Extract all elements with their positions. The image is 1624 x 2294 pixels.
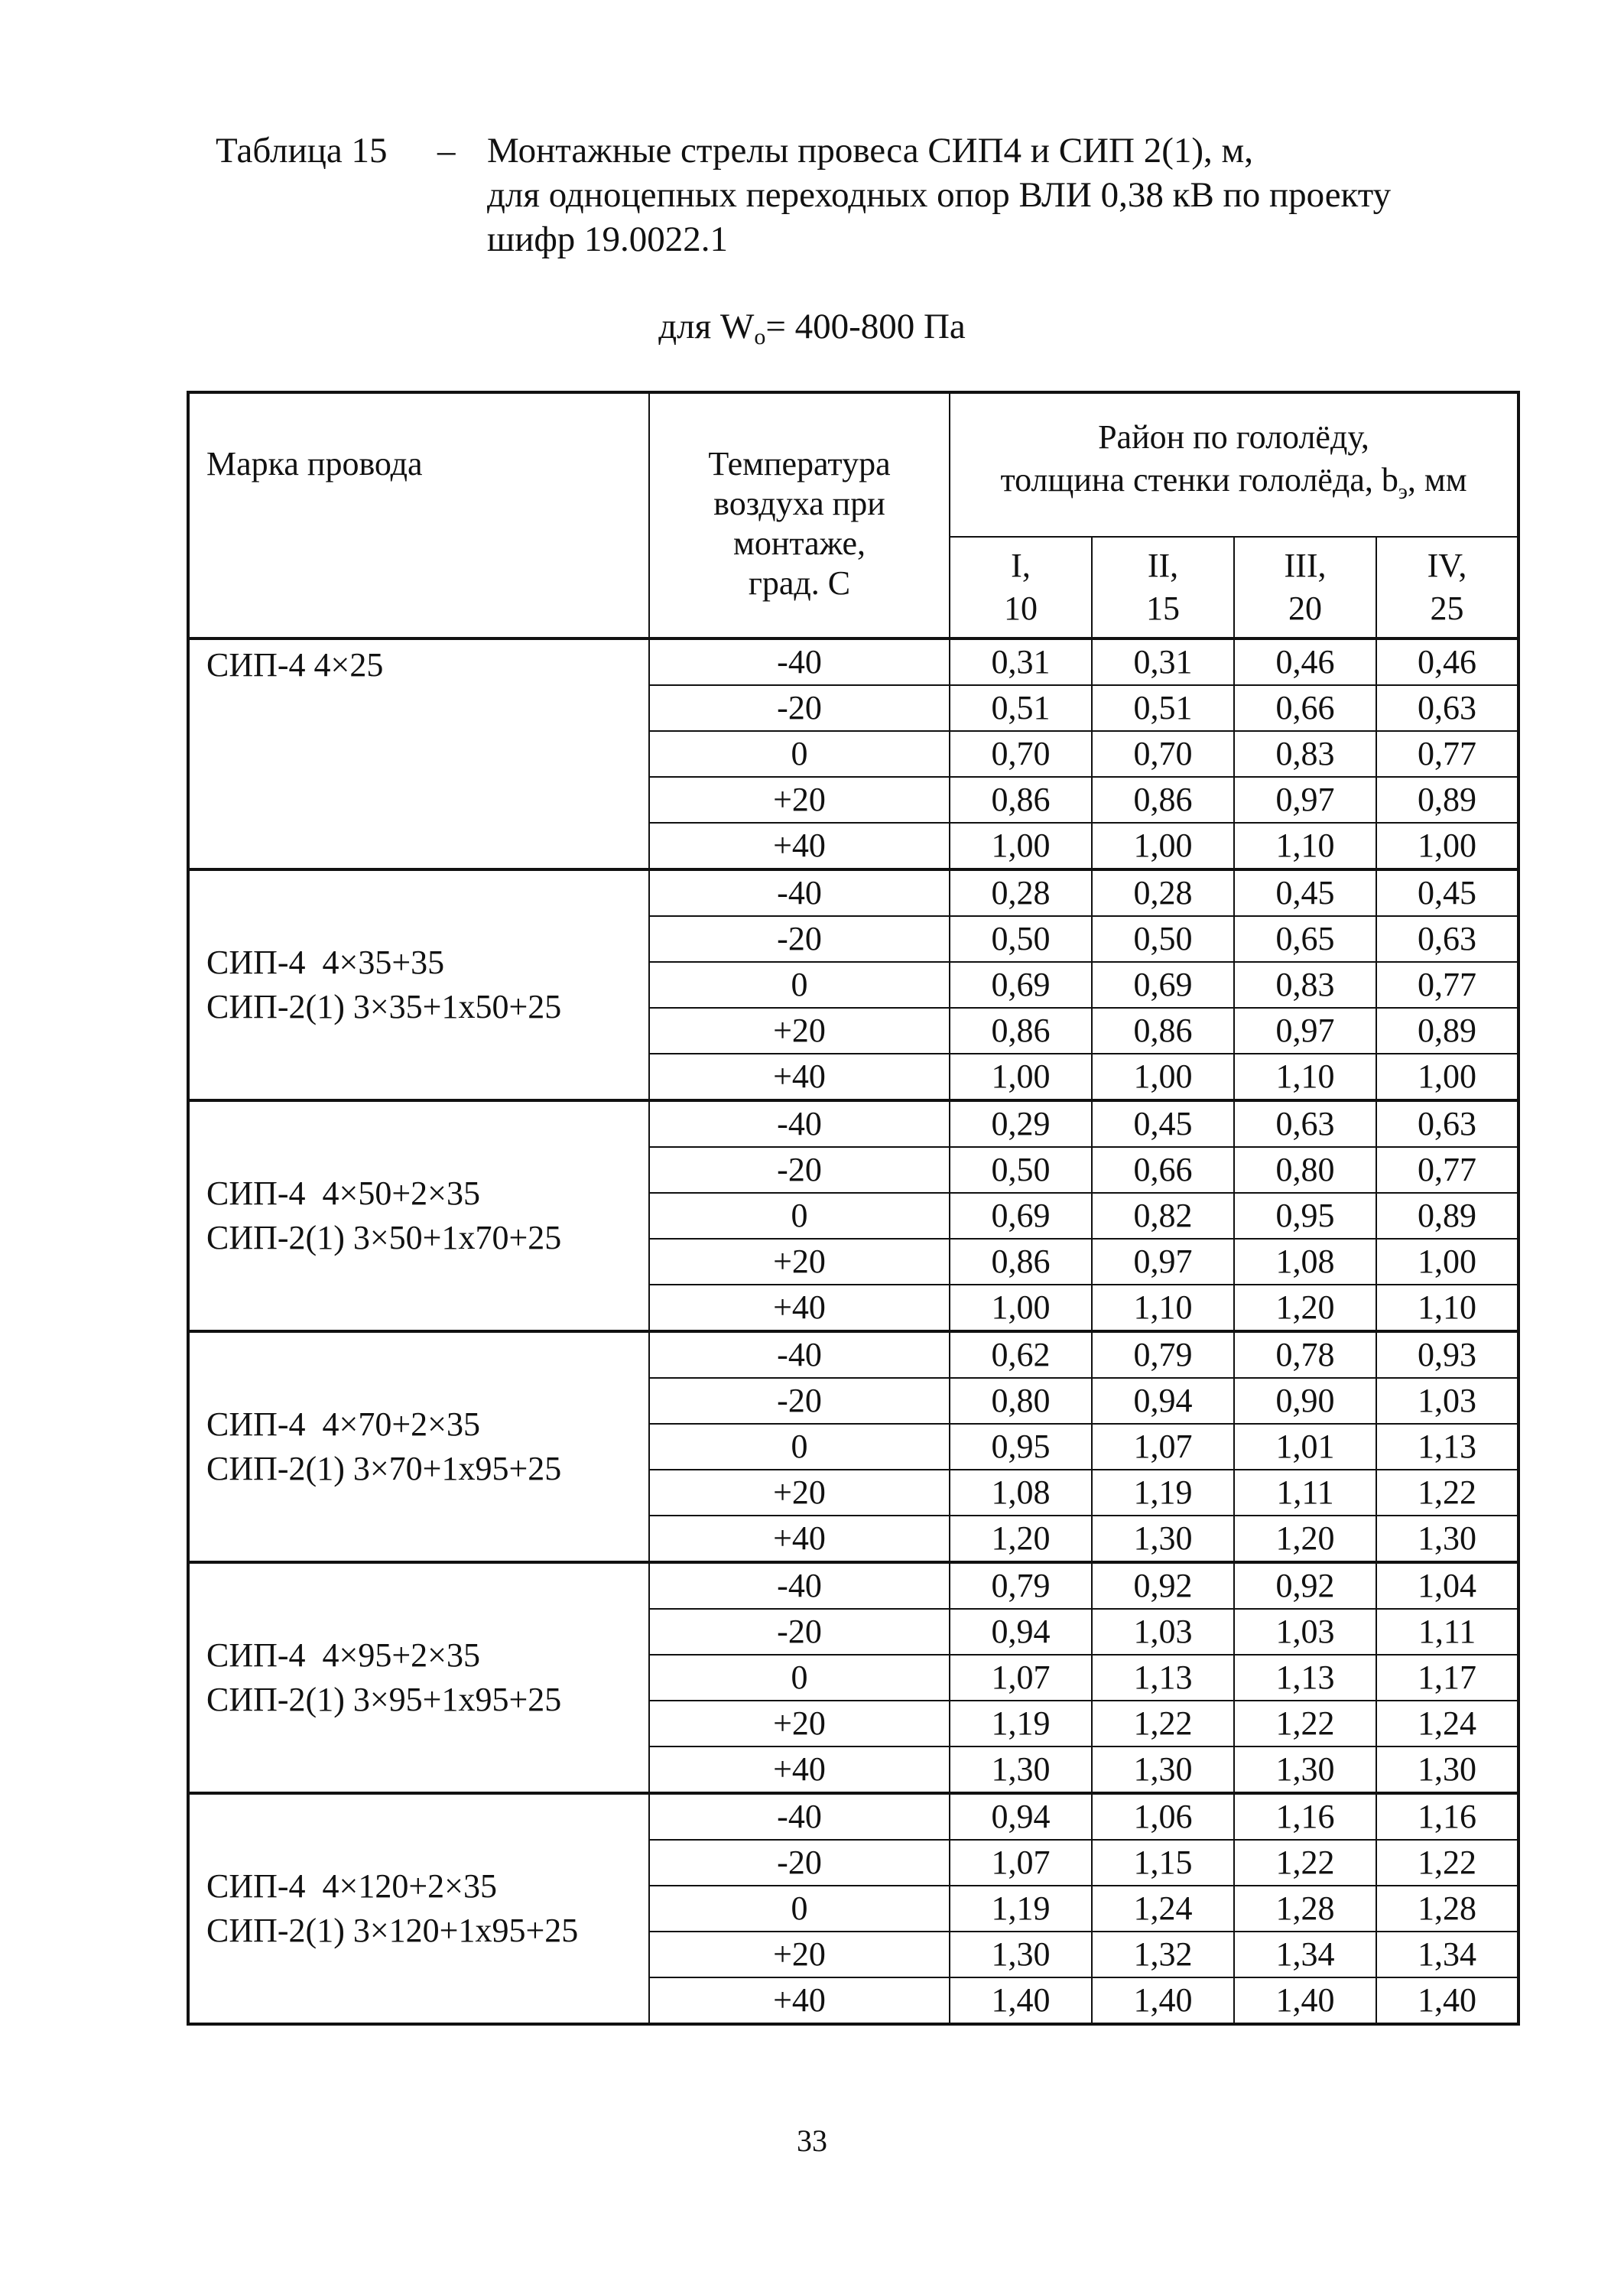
temperature-cell: -40 [649, 638, 950, 685]
sag-value-cell: 0,86 [950, 1008, 1092, 1054]
table-body [188, 638, 1518, 2024]
temperature-cell: -40 [649, 1793, 950, 1840]
wire-brand-line: СИП-2(1) 3×70+1x95+25 [206, 1450, 562, 1487]
wire-brand-cell [188, 869, 649, 1100]
sag-value-cell: 1,00 [1092, 1054, 1234, 1100]
wire-brand-line: СИП-2(1) 3×120+1x95+25 [206, 1912, 579, 1949]
sag-value-cell: 0,86 [950, 1239, 1092, 1285]
sag-value-cell: 1,07 [1092, 1424, 1234, 1470]
sag-value-cell: 0,89 [1376, 1193, 1518, 1239]
sag-value-cell: 1,30 [1092, 1746, 1234, 1793]
wire-brand-cell [188, 638, 649, 869]
sag-value-cell: 1,16 [1234, 1793, 1376, 1840]
temperature-cell: -20 [649, 685, 950, 731]
sag-value-cell: 0,69 [950, 1193, 1092, 1239]
temperature-cell: -40 [649, 1562, 950, 1609]
sag-value-cell: 1,01 [1234, 1424, 1376, 1470]
sag-value-cell: 0,94 [950, 1793, 1092, 1840]
sag-value-cell: 1,20 [1234, 1285, 1376, 1331]
sag-value-cell: 0,51 [950, 685, 1092, 731]
sag-value-cell: 1,30 [950, 1932, 1092, 1977]
sag-value-cell: 1,34 [1234, 1932, 1376, 1977]
sag-value-cell: 1,22 [1092, 1701, 1234, 1746]
caption-line-1: Монтажные стрелы провеса СИП4 и СИП 2(1), м, [487, 131, 1253, 171]
temperature-cell: -20 [649, 1609, 950, 1655]
temperature-cell: 0 [649, 1886, 950, 1932]
region-thickness: 20 [1288, 590, 1322, 627]
sag-value-cell: 1,00 [1376, 1239, 1518, 1285]
sag-value-cell: 0,31 [950, 638, 1092, 685]
sag-value-cell: 0,83 [1234, 962, 1376, 1008]
region-roman: III, [1284, 547, 1327, 584]
sag-value-cell: 1,40 [1376, 1977, 1518, 2024]
region-thickness: 10 [1004, 590, 1038, 627]
sag-value-cell: 0,63 [1234, 1100, 1376, 1147]
sag-value-cell: 0,78 [1234, 1331, 1376, 1378]
sag-value-cell: 0,63 [1376, 916, 1518, 962]
sag-value-cell: 1,24 [1376, 1701, 1518, 1746]
sag-value-cell: 1,00 [1092, 823, 1234, 869]
header-temperature [649, 392, 950, 638]
sag-value-cell: 0,79 [950, 1562, 1092, 1609]
temperature-cell: +20 [649, 1932, 950, 1977]
sag-value-cell: 0,63 [1376, 685, 1518, 731]
sag-value-cell: 1,30 [950, 1746, 1092, 1793]
sag-value-cell: 0,77 [1376, 731, 1518, 777]
wire-brand-line: СИП-4 4×25 [206, 646, 384, 684]
sag-value-cell: 1,30 [1376, 1516, 1518, 1562]
sag-value-cell: 1,19 [950, 1701, 1092, 1746]
table-row [188, 1562, 1518, 1609]
sag-value-cell: 1,07 [950, 1840, 1092, 1886]
temperature-cell: -20 [649, 1840, 950, 1886]
sag-value-cell: 1,10 [1092, 1285, 1234, 1331]
sag-value-cell: 1,00 [950, 1054, 1092, 1100]
wind-pressure-subtitle [0, 304, 1624, 359]
sag-value-cell: 0,69 [1092, 962, 1234, 1008]
sag-value-cell: 0,70 [1092, 731, 1234, 777]
sag-value-cell: 0,86 [1092, 777, 1234, 823]
region-column-header [1234, 537, 1376, 638]
table-row [188, 1331, 1518, 1378]
temperature-cell: +20 [649, 1239, 950, 1285]
temperature-cell: 0 [649, 962, 950, 1008]
sag-value-cell: 1,13 [1092, 1655, 1234, 1701]
sag-value-cell: 1,24 [1092, 1886, 1234, 1932]
sag-value-cell: 0,45 [1376, 869, 1518, 916]
header-temp-line-1: Температура [708, 445, 891, 483]
caption-text [487, 128, 1557, 262]
temperature-cell: +40 [649, 1746, 950, 1793]
region-column-header [1092, 537, 1234, 638]
temperature-cell: -20 [649, 916, 950, 962]
sag-value-cell: 0,92 [1092, 1562, 1234, 1609]
wire-brand-cell [188, 1793, 649, 2024]
sag-value-cell: 1,10 [1234, 1054, 1376, 1100]
temperature-cell: +40 [649, 1054, 950, 1100]
sag-value-cell: 0,51 [1092, 685, 1234, 731]
header-ice-region [950, 392, 1518, 537]
page-number: 33 [797, 2123, 827, 2158]
sag-value-cell: 1,13 [1234, 1655, 1376, 1701]
sag-value-cell: 1,19 [1092, 1470, 1234, 1516]
header-brand: Марка провода [188, 392, 649, 638]
sag-value-cell: 0,80 [1234, 1147, 1376, 1193]
temperature-cell: +20 [649, 1470, 950, 1516]
sag-value-cell: 0,92 [1234, 1562, 1376, 1609]
subtitle-suffix: = 400-800 Па [765, 307, 966, 346]
sag-value-cell: 0,46 [1234, 638, 1376, 685]
sag-value-cell: 0,79 [1092, 1331, 1234, 1378]
sag-value-cell: 0,97 [1234, 777, 1376, 823]
wire-brand-line: СИП-4 4×120+2×35 [206, 1867, 497, 1905]
sag-value-cell: 1,11 [1376, 1609, 1518, 1655]
sag-value-cell: 1,17 [1376, 1655, 1518, 1701]
sag-table [187, 391, 1520, 2026]
region-thickness: 15 [1146, 590, 1180, 627]
table-row [188, 1793, 1518, 1840]
caption-dash: – [437, 131, 456, 171]
sag-value-cell: 0,80 [950, 1378, 1092, 1424]
sag-value-cell: 0,45 [1234, 869, 1376, 916]
header-temp-line-4: град. С [748, 564, 851, 602]
sag-value-cell: 0,83 [1234, 731, 1376, 777]
table-number: Таблица 15 [216, 131, 388, 171]
sag-value-cell: 1,13 [1376, 1424, 1518, 1470]
sag-value-cell: 0,66 [1092, 1147, 1234, 1193]
sag-value-cell: 0,90 [1234, 1378, 1376, 1424]
sag-value-cell: 0,66 [1234, 685, 1376, 731]
temperature-cell: 0 [649, 1424, 950, 1470]
sag-value-cell: 1,40 [1234, 1977, 1376, 2024]
temperature-cell: +40 [649, 1977, 950, 2024]
wire-brand-cell [188, 1331, 649, 1562]
subtitle-subscript: o [754, 324, 766, 349]
table-row [188, 638, 1518, 685]
temperature-cell: +40 [649, 1516, 950, 1562]
temperature-cell: 0 [649, 1193, 950, 1239]
sag-value-cell: 0,94 [950, 1609, 1092, 1655]
temperature-cell: -40 [649, 1100, 950, 1147]
sag-value-cell: 0,28 [950, 869, 1092, 916]
temperature-cell: -40 [649, 1331, 950, 1378]
temperature-cell: +20 [649, 1008, 950, 1054]
temperature-cell: +40 [649, 823, 950, 869]
header-temp-line-3: монтаже, [732, 525, 866, 562]
sag-value-cell: 0,31 [1092, 638, 1234, 685]
sag-value-cell: 0,95 [950, 1424, 1092, 1470]
temperature-cell: +40 [649, 1285, 950, 1331]
temperature-cell: -20 [649, 1378, 950, 1424]
sag-value-cell: 0,63 [1376, 1100, 1518, 1147]
sag-value-cell: 1,20 [950, 1516, 1092, 1562]
sag-value-cell: 0,82 [1092, 1193, 1234, 1239]
sag-value-cell: 1,20 [1234, 1516, 1376, 1562]
sag-value-cell: 0,45 [1092, 1100, 1234, 1147]
sag-value-cell: 1,08 [950, 1470, 1092, 1516]
sag-value-cell: 0,50 [1092, 916, 1234, 962]
sag-value-cell: 1,04 [1376, 1562, 1518, 1609]
sag-value-cell: 1,32 [1092, 1932, 1234, 1977]
region-thickness: 25 [1430, 590, 1464, 627]
subtitle-prefix: для W [658, 307, 755, 346]
sag-value-cell: 0,77 [1376, 1147, 1518, 1193]
sag-value-cell: 1,28 [1234, 1886, 1376, 1932]
temperature-cell: +20 [649, 777, 950, 823]
region-roman: II, [1147, 547, 1179, 584]
sag-value-cell: 1,30 [1376, 1746, 1518, 1793]
sag-value-cell: 0,50 [950, 916, 1092, 962]
temperature-cell: -40 [649, 869, 950, 916]
sag-value-cell: 1,08 [1234, 1239, 1376, 1285]
sag-value-cell: 1,00 [950, 1285, 1092, 1331]
sag-value-cell: 0,97 [1092, 1239, 1234, 1285]
region-column-header [1376, 537, 1518, 638]
sag-value-cell: 0,62 [950, 1331, 1092, 1378]
wire-brand-line: СИП-4 4×35+35 [206, 944, 445, 981]
sag-value-cell: 0,89 [1376, 777, 1518, 823]
sag-value-cell: 1,40 [1092, 1977, 1234, 2024]
sag-value-cell: 0,86 [1092, 1008, 1234, 1054]
sag-value-cell: 1,30 [1092, 1516, 1234, 1562]
sag-value-cell: 1,22 [1376, 1470, 1518, 1516]
sag-value-cell: 1,03 [1234, 1609, 1376, 1655]
wire-brand-line: СИП-4 4×70+2×35 [206, 1405, 480, 1443]
sag-value-cell: 1,03 [1092, 1609, 1234, 1655]
temperature-cell: -20 [649, 1147, 950, 1193]
region-column-header [950, 537, 1092, 638]
sag-value-cell: 0,77 [1376, 962, 1518, 1008]
wire-brand-line: СИП-2(1) 3×35+1x50+25 [206, 988, 562, 1025]
region-roman: I, [1011, 547, 1031, 584]
temperature-cell: 0 [649, 731, 950, 777]
sag-value-cell: 1,10 [1234, 823, 1376, 869]
wire-brand-cell [188, 1562, 649, 1793]
sag-value-cell: 1,22 [1234, 1701, 1376, 1746]
sag-value-cell: 0,86 [950, 777, 1092, 823]
sag-value-cell: 1,19 [950, 1886, 1092, 1932]
sag-value-cell: 0,50 [950, 1147, 1092, 1193]
sag-value-cell: 0,46 [1376, 638, 1518, 685]
sag-value-cell: 0,70 [950, 731, 1092, 777]
wire-brand-line: СИП-4 4×95+2×35 [206, 1636, 480, 1674]
sag-value-cell: 1,15 [1092, 1840, 1234, 1886]
sag-value-cell: 1,00 [950, 823, 1092, 869]
sag-value-cell: 1,11 [1234, 1470, 1376, 1516]
sag-value-cell: 0,94 [1092, 1378, 1234, 1424]
region-roman: IV, [1427, 547, 1467, 584]
header-temp-line-2: воздуха при [713, 485, 885, 522]
caption-line-3: шифр 19.0022.1 [487, 219, 729, 259]
wire-brand-line: СИП-2(1) 3×95+1x95+25 [206, 1681, 562, 1718]
sag-value-cell: 0,69 [950, 962, 1092, 1008]
sag-value-cell: 1,16 [1376, 1793, 1518, 1840]
sag-value-cell: 1,40 [950, 1977, 1092, 2024]
sag-value-cell: 0,93 [1376, 1331, 1518, 1378]
sag-value-cell: 0,95 [1234, 1193, 1376, 1239]
wire-brand-cell [188, 1100, 649, 1331]
temperature-cell: 0 [649, 1655, 950, 1701]
sag-value-cell: 1,03 [1376, 1378, 1518, 1424]
sag-value-cell: 1,30 [1234, 1746, 1376, 1793]
wire-brand-line: СИП-4 4×50+2×35 [206, 1175, 480, 1212]
temperature-cell: +20 [649, 1701, 950, 1746]
sag-value-cell: 1,07 [950, 1655, 1092, 1701]
header-region-line-2: толщина стенки гололёда, $b_э$, мм [1000, 461, 1467, 504]
sag-value-cell: 1,06 [1092, 1793, 1234, 1840]
wire-brand-line: СИП-2(1) 3×50+1x70+25 [206, 1219, 562, 1256]
sag-value-cell: 1,00 [1376, 823, 1518, 869]
sag-value-cell: 0,28 [1092, 869, 1234, 916]
sag-value-cell: 1,34 [1376, 1932, 1518, 1977]
header-region-line-1: Район по гололёду, [1098, 418, 1369, 457]
table-row [188, 869, 1518, 916]
sag-value-cell: 1,22 [1376, 1840, 1518, 1886]
sag-value-cell: 0,89 [1376, 1008, 1518, 1054]
sag-value-cell: 0,65 [1234, 916, 1376, 962]
header-region-subscript: э [1398, 479, 1408, 504]
sag-value-cell: 0,97 [1234, 1008, 1376, 1054]
caption-line-2: для одноцепных переходных опор ВЛИ 0,38 кВ по проекту [487, 175, 1392, 215]
table-row [188, 1100, 1518, 1147]
sag-value-cell: 1,10 [1376, 1285, 1518, 1331]
sag-value-cell: 0,29 [950, 1100, 1092, 1147]
sag-value-cell: 1,28 [1376, 1886, 1518, 1932]
sag-value-cell: 1,00 [1376, 1054, 1518, 1100]
sag-value-cell: 1,22 [1234, 1840, 1376, 1886]
